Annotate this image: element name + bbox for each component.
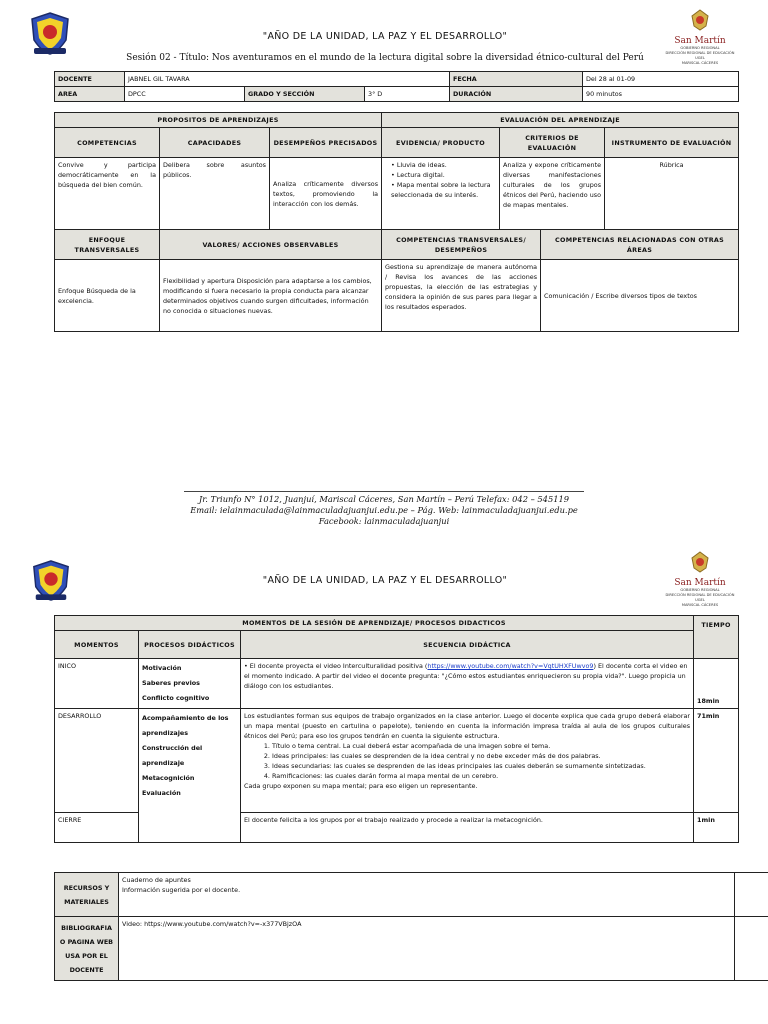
proceso-item: Metacognición <box>142 774 195 782</box>
logo-line: GOBIERNO REGIONAL <box>680 588 720 592</box>
desarrollo-secuencia <box>241 709 694 813</box>
momentos-header: MOMENTOS DE LA SESIÓN DE APRENDIZAJE/ PROCESOS DIDACTICOS <box>55 616 694 631</box>
recursos-label-text: RECURSOS Y MATERIALES <box>63 883 110 906</box>
proceso-item: Conflicto cognitivo <box>142 694 210 702</box>
page-title: "AÑO DE LA UNIDAD, LA PAZ Y EL DESARROLLO" <box>262 575 508 586</box>
comp-rel-text: Comunicación / Escribe diversos tipos de textos <box>544 291 697 300</box>
info-table <box>54 71 739 102</box>
logo-brand-name: San Martín <box>674 578 726 588</box>
logo-line: UGEL <box>695 56 705 60</box>
capacidades-header: CAPACIDADES <box>160 128 270 158</box>
desempeno-text: Analiza críticamente diversos textos, promoviendo la interacción con los demás. <box>273 179 379 208</box>
proceso-item: Acompañamiento de los aprendizajes <box>142 714 229 737</box>
inicio-text-a: • El docente proyecta el video Interculturalidad positiva ( <box>244 662 428 670</box>
school-logo <box>28 10 72 56</box>
comp-rel-cell <box>541 260 739 332</box>
recurso-item: Cuaderno de apuntes <box>122 876 191 884</box>
tiempo-header-text: TIEMPO <box>701 621 731 629</box>
estructura-list <box>244 741 690 781</box>
evidencia-header: EVIDENCIA/ PRODUCTO <box>382 128 500 158</box>
valores-cell <box>160 260 382 332</box>
logo-line: DIRECCIÓN REGIONAL DE EDUCACIÓN <box>665 593 735 597</box>
comp-rel-header: COMPETENCIAS RELACIONADAS CON OTRAS ÁREAS <box>541 230 739 260</box>
proceso-item: Motivación <box>142 664 182 672</box>
footer-line: Jr. Triunfo N° 1012, Juanjuí, Mariscal Cáceres, San Martín – Perú Telefax: 042 – 545119 <box>198 494 570 504</box>
logo-line: MARISCAL CÁCERES <box>681 603 719 607</box>
docente-label: DOCENTE <box>55 72 125 87</box>
grado-label: GRADO Y SECCIÓN <box>245 87 365 102</box>
valores-header: VALORES/ ACCIONES OBSERVABLES <box>160 230 382 260</box>
inicio-secuencia <box>241 659 694 709</box>
list-item: 2. Ideas principales: las cuales se desprenden de la idea central y no debe exceder más de dos palabras. <box>272 751 690 761</box>
inicio-procesos <box>139 659 241 709</box>
evaluacion-header: EVALUACIÓN DEL APRENDIZAJE <box>382 113 739 128</box>
biblio-cell: Video: https://www.youtube.com/watch?v=-x377VBjzOA <box>119 917 735 981</box>
h-procesos: PROCESOS DIDÁCTICOS <box>139 631 241 659</box>
comp-trans-cell: Gestiona su aprendizaje de manera autónoma / Revisa los avances de las acciones propuestas, la elección de las estrategias y considera la opinión de sus pares para llegar a los resultados esperados. <box>382 260 541 332</box>
enfoque-cell <box>55 260 160 332</box>
competencia-cell: Convive y participa democráticamente en la búsqueda del bien común. <box>55 158 160 230</box>
desarrollo-procesos <box>139 709 241 843</box>
recursos-table <box>54 872 768 981</box>
logo-line: UGEL <box>695 598 705 602</box>
page-title: "AÑO DE LA UNIDAD, LA PAZ Y EL DESARROLLO" <box>262 31 508 42</box>
inicio-tiempo-text: 18min <box>697 697 720 705</box>
area-label: AREA <box>55 87 125 102</box>
biblio-extra <box>735 917 768 981</box>
momentos-table <box>54 615 739 843</box>
duracion-label: DURACIÓN <box>450 87 583 102</box>
logo-line: DIRECCIÓN REGIONAL DE EDUCACIÓN <box>665 51 735 55</box>
biblio-label-text: BIBLIOGRAFIA O PAGINA WEB USA POR EL DOCENTE <box>59 923 114 974</box>
cierre-tiempo: 1min <box>694 813 739 843</box>
footer-line: Facebook: lainmaculadajuanjui <box>318 516 450 526</box>
recursos-label <box>55 873 119 917</box>
cierre-secuencia: El docente felicita a los grupos por el trabajo realizado y procede a realizar la metacognición. <box>241 813 694 843</box>
instrumento-cell: Rúbrica <box>605 158 739 230</box>
h-momentos: MOMENTOS <box>55 631 139 659</box>
logo-brand-name: San Martín <box>674 36 726 46</box>
enfoque-header: ENFOQUE TRANSVERSALES <box>55 230 160 260</box>
criterio-cell: Analiza y expone críticamente diversas manifestaciones culturales de los grupos étnicos del Perú, haciendo uso de mapas mentales. <box>500 158 605 230</box>
list-item: 4. Ramificaciones: las cuales darán forma al mapa mental de un cerebro. <box>272 771 690 781</box>
logo-san-martin <box>660 550 740 608</box>
proceso-item: Construcción del aprendizaje <box>142 744 203 767</box>
h-secuencia: SECUENCIA DIDÁCTICA <box>241 631 694 659</box>
instrumento-header: INSTRUMENTO DE EVALUACIÓN <box>605 128 739 158</box>
evidencia-item: • Mapa mental sobre la lectura seleccionada de su interés. <box>391 180 496 200</box>
recursos-cell <box>119 873 735 917</box>
logo-line: GOBIERNO REGIONAL <box>680 46 720 50</box>
fecha-label: FECHA <box>450 72 583 87</box>
cierre-label: CIERRE <box>55 813 139 843</box>
plan-table <box>54 112 739 332</box>
school-logo <box>30 558 72 602</box>
comp-trans-header: COMPETENCIAS TRANSVERSALES/ DESEMPEÑOS <box>382 230 541 260</box>
tiempo-header <box>694 616 739 659</box>
docente-value: JABNEL GIL TAVARA <box>125 72 450 87</box>
desarrollo-text: Los estudiantes forman sus equipos de trabajo organizados en la clase anterior. Luego el docente explica que cada grupo deberá elaborar un mapa mental (puesto en cartulina o papelote), teniendo en cuenta la información impresa traída al aula de los grupos culturales étnicos del Perú; para eso los grupos tendrán en cuenta la siguiente estructura. <box>244 712 691 740</box>
recursos-extra <box>735 873 768 917</box>
criterios-header: CRITERIOS DE EVALUACIÓN <box>500 128 605 158</box>
desarrollo-label: DESARROLLO <box>55 709 139 813</box>
proceso-item: Saberes previos <box>142 679 200 687</box>
logo-line: MARISCAL CÁCERES <box>681 61 719 65</box>
capacidad-cell: Delibera sobre asuntos públicos. <box>160 158 270 230</box>
grado-value: 3° D <box>365 87 450 102</box>
desarrollo-closing: Cada grupo exponen su mapa mental; para eso eligen un representante. <box>244 782 478 790</box>
desempeno-cell <box>270 158 382 230</box>
list-item: 3. Ideas secundarias: las cuales se desprenden de las ideas principales las cuales deberán se sumamente sintetizadas. <box>272 761 690 771</box>
proceso-item: Evaluación <box>142 789 181 797</box>
evidencia-item: • Lluvia de ideas. <box>391 160 496 170</box>
desempenos-header: DESEMPEÑOS PRECISADOS <box>270 128 382 158</box>
enfoque-text: Enfoque Búsqueda de la excelencia. <box>58 286 136 305</box>
footer-line: Email: ielainmaculada@lainmaculadajuanjui.edu.pe – Pág. Web: lainmaculadajuanjui.edu.pe <box>190 505 578 515</box>
biblio-label <box>55 917 119 981</box>
fecha-value: Del 28 al 01-09 <box>583 72 739 87</box>
competencias-header: COMPETENCIAS <box>55 128 160 158</box>
inicio-label: INICO <box>55 659 139 709</box>
video-link[interactable]: https://www.youtube.com/watch?v=VqtUHXFUwvo9 <box>427 662 594 670</box>
area-value: DPCC <box>125 87 245 102</box>
footer-address <box>120 494 648 527</box>
evidencia-item: • Lectura digital. <box>391 170 496 180</box>
list-item: 1. Título o tema central. La cual deberá estar acompañada de una imagen sobre el tema. <box>272 741 690 751</box>
inicio-text-b: ) El docente corta el video en el momento indicado. A partir del video el docente pregunta: "¿Cómo estos estudiantes enriquecieron su propia vida?". Luego propicia un diálogo con los estudiantes. <box>244 662 688 690</box>
duracion-value: 90 minutos <box>583 87 739 102</box>
footer-divider <box>184 491 584 492</box>
evidencia-cell <box>382 158 500 230</box>
inicio-tiempo <box>694 659 739 709</box>
valores-text: Flexibilidad y apertura Disposición para adaptarse a los cambios, modificando si fuera necesario la propia conducta para alcanzar determinados objetivos cuando surgen dificultades, información no conocida o situaciones nuevas. <box>163 276 372 315</box>
desarrollo-tiempo: 71min <box>694 709 739 813</box>
recurso-item: Información sugerida por el docente. <box>122 886 241 894</box>
propositos-header: PROPOSITOS DE APRENDIZAJES <box>55 113 382 128</box>
session-title: Sesión 02 - Título: Nos aventuramos en el mundo de la lectura digital sobre la diversidad étnico-cultural del Perú <box>126 53 644 63</box>
